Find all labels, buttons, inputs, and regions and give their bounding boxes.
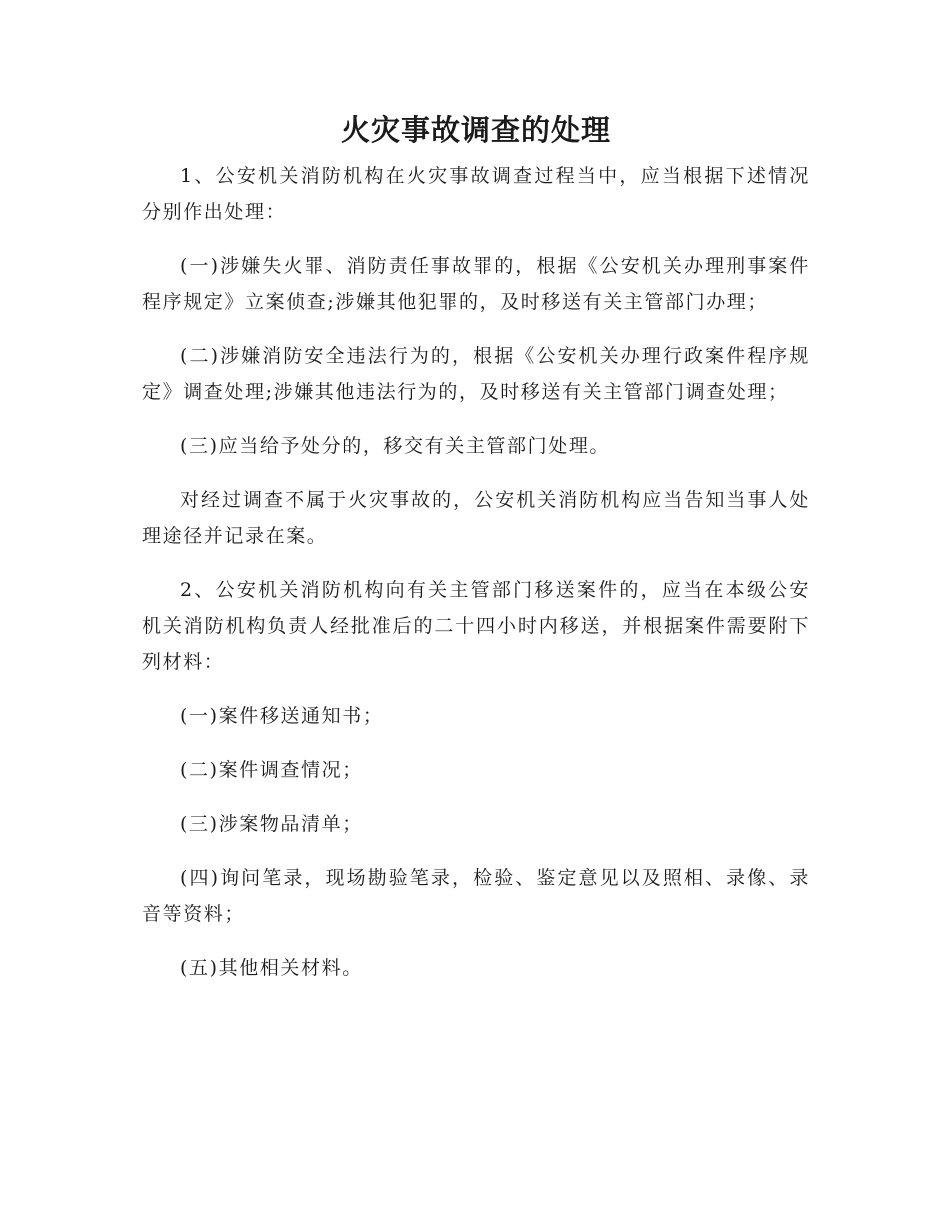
paragraph-item-2-5: (五)其他相关材料。	[180, 957, 363, 979]
paragraph-item-2-3: (三)涉案物品清单；	[180, 813, 363, 835]
paragraph-intro-2: 2、公安机关消防机构向有关主管部门移送案件的，应当在本级公安机关消防机构负责人经批准后的二十四小时内移送，并根据案件需要附下列材料：	[142, 579, 810, 673]
paragraph-item-2-1: (一)案件移送通知书；	[180, 705, 384, 727]
document-title: 火灾事故调查的处理	[340, 113, 611, 147]
document-page	[142, 108, 810, 1004]
paragraph-intro-1: 1、公安机关消防机构在火灾事故调查过程当中，应当根据下述情况分别作出处理：	[142, 165, 810, 223]
paragraph-item-2-2: (二)案件调查情况；	[180, 759, 363, 781]
paragraph-non-fire-note: 对经过调查不属于火灾事故的，公安机关消防机构应当告知当事人处理途径并记录在案。	[142, 489, 810, 547]
paragraph-item-1-1: (一)涉嫌失火罪、消防责任事故罪的，根据《公安机关办理刑事案件程序规定》立案侦查;涉嫌其他犯罪的，及时移送有关主管部门办理；	[142, 255, 810, 313]
paragraph-item-1-2: (二)涉嫌消防安全违法行为的，根据《公安机关办理行政案件程序规定》调查处理;涉嫌其他违法行为的，及时移送有关主管部门调查处理；	[142, 345, 810, 403]
paragraph-item-1-3: (三)应当给予处分的，移交有关主管部门处理。	[180, 435, 611, 457]
paragraph-item-2-4: (四)询问笔录，现场勘验笔录，检验、鉴定意见以及照相、录像、录音等资料；	[142, 867, 810, 925]
